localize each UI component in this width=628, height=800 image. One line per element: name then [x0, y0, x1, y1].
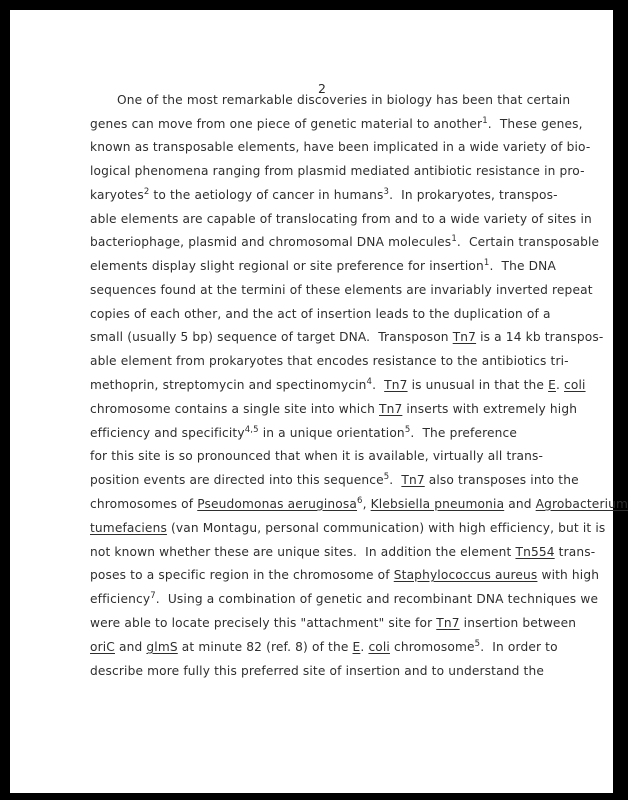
- text-segment: . The preference: [410, 426, 518, 440]
- text-segment: . In prokaryotes, transpos-: [389, 188, 558, 202]
- text-segment: (van Montagu, personal communication) with high efficiency, but it is: [166, 521, 606, 535]
- text-line: [90, 254, 556, 278]
- text-line: [90, 302, 551, 326]
- text-segment: copies of each other, and the act of insertion leads to the duplication of a: [90, 307, 551, 321]
- text-segment: .: [555, 378, 565, 392]
- reference-superscript: 2: [143, 187, 150, 197]
- text-line: [90, 421, 517, 445]
- text-segment: not known whether these are unique sites. In addition the element: [90, 545, 516, 559]
- text-segment: sequences found at the termini of these elements are invariably inverted repeat: [90, 283, 593, 297]
- text-segment: efficiency and specificity: [90, 426, 245, 440]
- text-segment: in a unique orientation: [258, 426, 405, 440]
- text-line: [90, 516, 605, 540]
- underlined-term: Tn7: [436, 616, 460, 630]
- underlined-term: Tn554: [515, 545, 555, 559]
- text-segment: methoprin, streptomycin and spectinomycin: [90, 378, 367, 392]
- text-line: [90, 135, 590, 159]
- text-line: [90, 468, 579, 492]
- text-segment: logical phenomena ranging from plasmid mediated antibiotic resistance in pro-: [90, 164, 585, 178]
- text-line: [90, 563, 599, 587]
- text-segment: .: [389, 473, 402, 487]
- text-segment: efficiency: [90, 592, 151, 606]
- text-segment: poses to a specific region in the chromosome of: [90, 568, 394, 582]
- text-segment: small (usually 5 bp) sequence of target DNA. Transposon: [90, 330, 453, 344]
- text-segment: position events are directed into this sequence: [90, 473, 384, 487]
- text-segment: to the aetiology of cancer in humans: [149, 188, 384, 202]
- underlined-term: Pseudomonas aeruginosa: [197, 497, 358, 511]
- text-line: [90, 373, 586, 397]
- reference-superscript: 5: [383, 472, 390, 482]
- underlined-term: coli: [564, 378, 586, 392]
- underlined-term: Tn7: [384, 378, 408, 392]
- text-line: [90, 112, 583, 136]
- reference-superscript: 7: [150, 591, 156, 601]
- text-line: [90, 325, 603, 349]
- text-segment: also transposes into the: [424, 473, 579, 487]
- underlined-term: E: [352, 640, 361, 654]
- text-segment: with high: [537, 568, 600, 582]
- text-line: [90, 611, 576, 635]
- text-segment: .: [360, 640, 369, 654]
- text-segment: at minute 82 (ref. 8) of the: [177, 640, 353, 654]
- text-segment: and: [114, 640, 147, 654]
- text-segment: bacteriophage, plasmid and chromosomal DNA molecules: [90, 235, 452, 249]
- underlined-term: Staphylococcus aureus: [393, 568, 538, 582]
- reference-superscript: 5: [404, 425, 411, 435]
- text-segment: chromosomes of: [90, 497, 198, 511]
- reference-superscript: 4,5: [244, 425, 259, 435]
- text-segment: trans-: [554, 545, 596, 559]
- text-line: [90, 349, 569, 373]
- text-segment: were able to locate precisely this "attachment" site for: [90, 616, 437, 630]
- text-segment: .: [372, 378, 385, 392]
- reference-superscript: 5: [474, 639, 481, 649]
- text-line: [90, 278, 593, 302]
- text-line: [90, 444, 543, 468]
- text-segment: for this site is so pronounced that when it is available, virtually all trans-: [90, 449, 544, 463]
- text-segment: elements display slight regional or site preference for insertion: [90, 259, 484, 273]
- text-line: [90, 230, 599, 254]
- underlined-term: oriC: [90, 640, 115, 654]
- text-segment: able elements are capable of translocating from and to a wide variety of sites in: [90, 212, 592, 226]
- reference-superscript: 3: [383, 187, 390, 197]
- underlined-term: Tn7: [452, 330, 477, 344]
- reference-superscript: 1: [483, 258, 490, 268]
- underlined-term: Klebsiella pneumonia: [370, 497, 505, 511]
- text-segment: describe more fully this preferred site of insertion and to understand the: [90, 664, 544, 678]
- text-segment: genes can move from one piece of genetic material to another: [90, 117, 483, 131]
- text-segment: known as transposable elements, have been implicated in a wide variety of bio-: [90, 140, 591, 154]
- text-segment: and: [504, 497, 536, 511]
- text-line: [90, 659, 544, 683]
- underlined-term: Tn7: [379, 402, 403, 416]
- page-number: 2: [318, 81, 326, 96]
- text-segment: is unusual in that the: [407, 378, 549, 392]
- text-segment: chromosome: [389, 640, 475, 654]
- underlined-term: Agrobacterium: [535, 497, 628, 511]
- text-segment: . In order to: [480, 640, 558, 654]
- text-segment: . Certain transposable: [456, 235, 600, 249]
- reference-superscript: 6: [357, 496, 363, 506]
- text-line: [90, 492, 628, 516]
- text-line: [90, 635, 558, 659]
- text-line: [90, 183, 558, 207]
- text-segment: karyotes: [90, 188, 144, 202]
- text-segment: inserts with extremely high: [402, 402, 578, 416]
- underlined-term: E: [548, 378, 556, 392]
- underlined-term: coli: [368, 640, 390, 654]
- text-segment: . The DNA: [489, 259, 556, 273]
- text-segment: able element from prokaryotes that encodes resistance to the antibiotics tri-: [90, 354, 569, 368]
- text-segment: . Using a combination of genetic and recombinant DNA techniques we: [155, 592, 599, 606]
- text-line: [90, 540, 595, 564]
- text-line: [90, 207, 592, 231]
- text-segment: is a 14 kb transpos-: [476, 330, 604, 344]
- text-line: [90, 397, 577, 421]
- underlined-term: glmS: [146, 640, 178, 654]
- reference-superscript: 1: [451, 234, 457, 244]
- text-line: [90, 159, 585, 183]
- underlined-term: tumefaciens: [90, 521, 167, 535]
- text-segment: . These genes,: [487, 117, 583, 131]
- underlined-term: Tn7: [401, 473, 425, 487]
- reference-superscript: 4: [366, 377, 373, 387]
- text-segment: One of the most remarkable discoveries in biology has been that certain: [117, 93, 571, 107]
- text-segment: insertion between: [459, 616, 577, 630]
- text-line: [90, 587, 598, 611]
- text-segment: ,: [362, 497, 371, 511]
- reference-superscript: 1: [482, 116, 488, 126]
- text-line: [117, 88, 570, 112]
- text-segment: chromosome contains a single site into which: [90, 402, 379, 416]
